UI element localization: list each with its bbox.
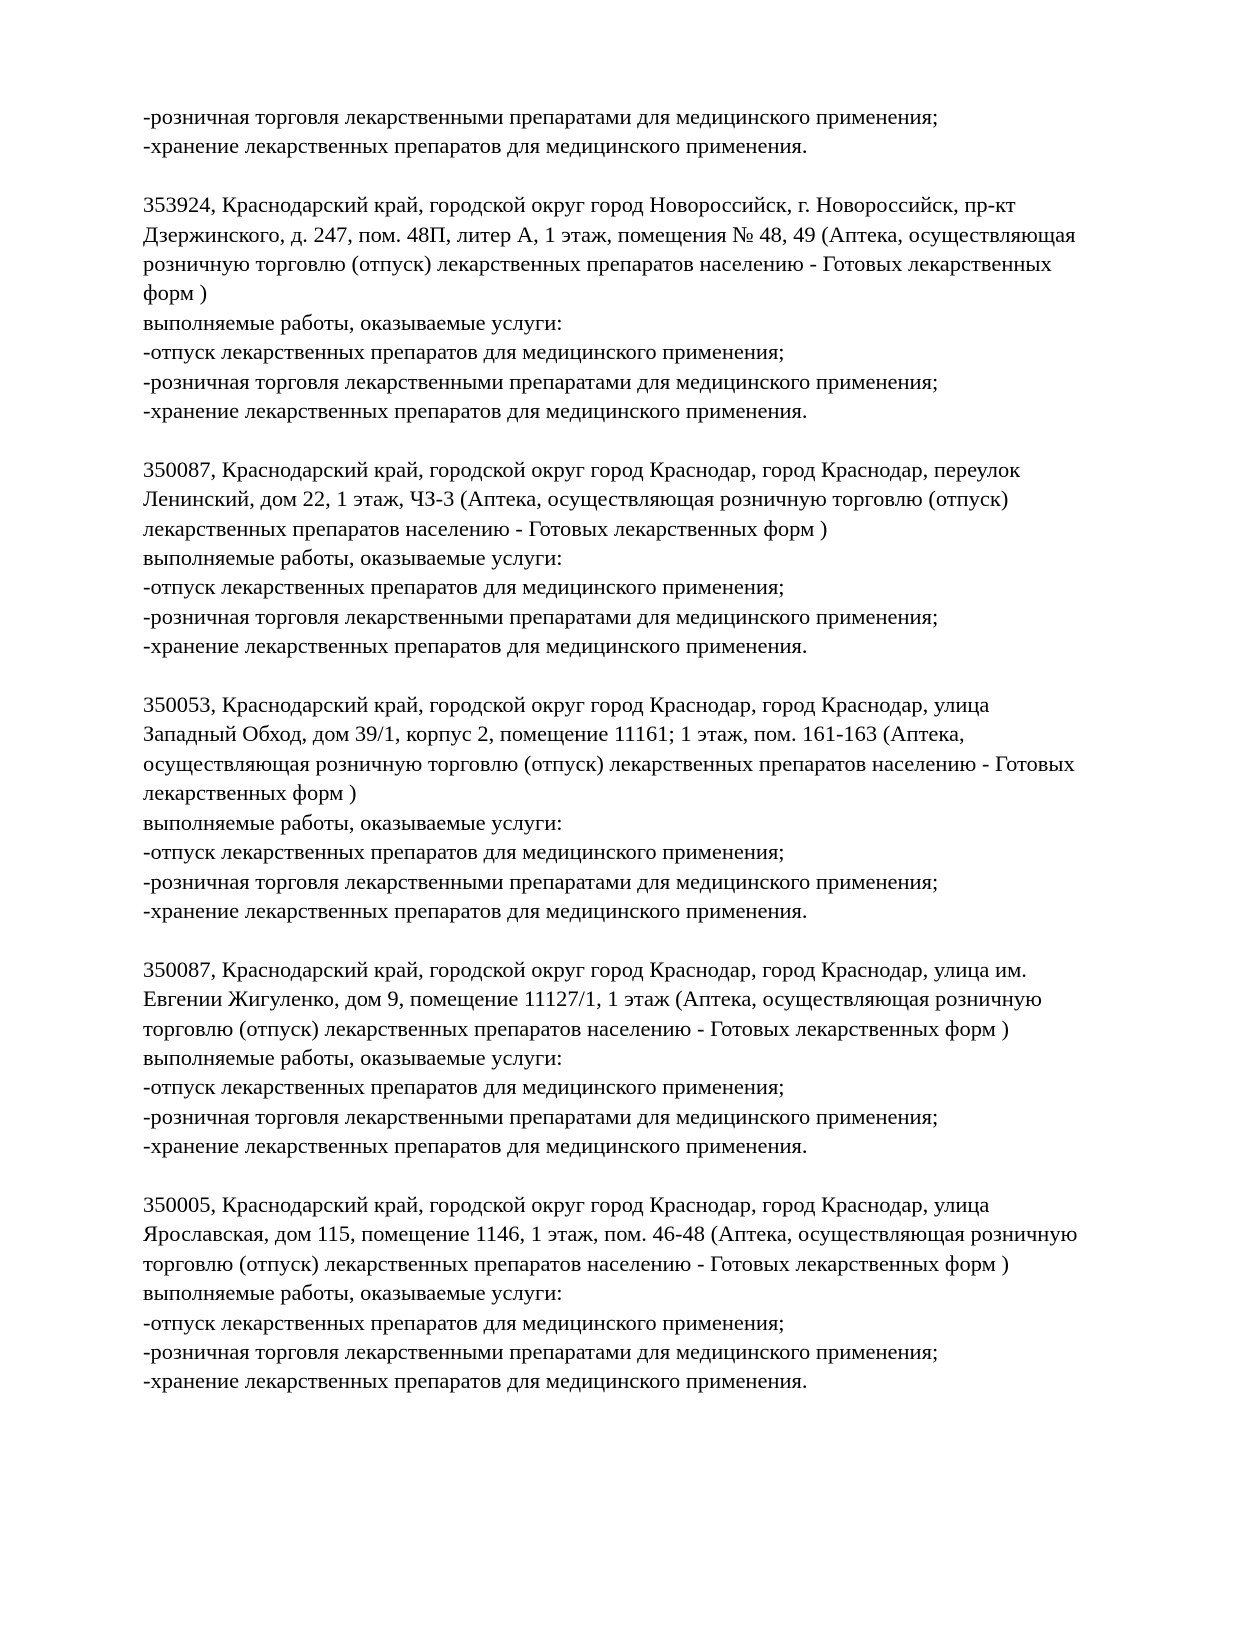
address-line: Ленинский, дом 22, 1 этаж, ЧЗ-3 (Аптека, осуществляющая розничную торговлю (отпуск) bbox=[143, 486, 1009, 512]
address-line: Евгении Жигуленко, дом 9, помещение 11127/1, 1 этаж (Аптека, осуществляющая розничную bbox=[143, 986, 1042, 1012]
works-heading: выполняемые работы, оказываемые услуги: bbox=[143, 545, 563, 571]
address-line: 350087, Краснодарский край, городской округ город Краснодар, город Краснодар, переулок bbox=[143, 456, 1021, 482]
works-heading: выполняемые работы, оказываемые услуги: bbox=[143, 309, 563, 335]
service-line: -розничная торговля лекарственными препаратами для медицинского применения; bbox=[143, 868, 939, 894]
pharmacy-entry bbox=[143, 190, 1183, 425]
service-line: -розничная торговля лекарственными препаратами для медицинского применения; bbox=[143, 368, 939, 394]
works-heading: выполняемые работы, оказываемые услуги: bbox=[143, 1044, 563, 1070]
works-heading: выполняемые работы, оказываемые услуги: bbox=[143, 1280, 563, 1306]
service-line: -хранение лекарственных препаратов для медицинского применения. bbox=[143, 398, 808, 424]
address-line: 353924, Краснодарский край, городской округ город Новороссийск, г. Новороссийск, пр-кт bbox=[143, 192, 1016, 218]
service-line: -хранение лекарственных препаратов для медицинского применения. bbox=[143, 133, 808, 159]
service-line: -отпуск лекарственных препаратов для медицинского применения; bbox=[143, 1074, 785, 1100]
address-line: Дзержинского, д. 247, пом. 48П, литер А, 1 этаж, помещения № 48, 49 (Аптека, осуществляющая bbox=[143, 221, 1076, 247]
pharmacy-entry bbox=[143, 1190, 1183, 1396]
address-line: розничную торговлю (отпуск) лекарственных препаратов населению - Готовых лекарственных bbox=[143, 251, 1052, 277]
address-line: 350005, Краснодарский край, городской округ город Краснодар, город Краснодар, улица bbox=[143, 1191, 990, 1217]
service-line: -отпуск лекарственных препаратов для медицинского применения; bbox=[143, 339, 785, 365]
service-line: -розничная торговля лекарственными препаратами для медицинского применения; bbox=[143, 104, 939, 129]
pharmacy-entry bbox=[143, 955, 1183, 1161]
address-line: лекарственных препаратов населению - Готовых лекарственных форм ) bbox=[143, 515, 828, 541]
service-line: -хранение лекарственных препаратов для медицинского применения. bbox=[143, 1368, 808, 1394]
service-line: -отпуск лекарственных препаратов для медицинского применения; bbox=[143, 574, 785, 600]
intro-block bbox=[143, 102, 1183, 161]
address-line: осуществляющая розничную торговлю (отпуск) лекарственных препаратов населению - Готовых bbox=[143, 750, 1075, 776]
pharmacy-entry bbox=[143, 690, 1183, 925]
service-line: -розничная торговля лекарственными препаратами для медицинского применения; bbox=[143, 1103, 939, 1129]
pharmacy-entry bbox=[143, 455, 1183, 661]
address-line: 350087, Краснодарский край, городской округ город Краснодар, город Краснодар, улица им. bbox=[143, 956, 1027, 982]
service-line: -розничная торговля лекарственными препаратами для медицинского применения; bbox=[143, 603, 939, 629]
service-line: -отпуск лекарственных препаратов для медицинского применения; bbox=[143, 839, 785, 865]
address-line: форм ) bbox=[143, 280, 208, 306]
service-line: -хранение лекарственных препаратов для медицинского применения. bbox=[143, 1133, 808, 1159]
address-line: торговлю (отпуск) лекарственных препаратов населению - Готовых лекарственных форм ) bbox=[143, 1250, 1009, 1276]
address-line: 350053, Краснодарский край, городской округ город Краснодар, город Краснодар, улица bbox=[143, 692, 990, 718]
service-line: -хранение лекарственных препаратов для медицинского применения. bbox=[143, 633, 808, 659]
address-line: Западный Обход, дом 39/1, корпус 2, помещение 11161; 1 этаж, пом. 161-163 (Аптека, bbox=[143, 721, 965, 747]
service-line: -хранение лекарственных препаратов для медицинского применения. bbox=[143, 897, 808, 923]
service-line: -отпуск лекарственных препаратов для медицинского применения; bbox=[143, 1309, 785, 1335]
address-line: Ярославская, дом 115, помещение 1146, 1 этаж, пом. 46-48 (Аптека, осуществляющая розничную bbox=[143, 1221, 1078, 1247]
service-line: -розничная торговля лекарственными препаратами для медицинского применения; bbox=[143, 1338, 939, 1364]
works-heading: выполняемые работы, оказываемые услуги: bbox=[143, 809, 563, 835]
address-line: лекарственных форм ) bbox=[143, 780, 357, 806]
address-line: торговлю (отпуск) лекарственных препаратов населению - Готовых лекарственных форм ) bbox=[143, 1015, 1009, 1041]
document-page bbox=[143, 102, 1183, 1396]
